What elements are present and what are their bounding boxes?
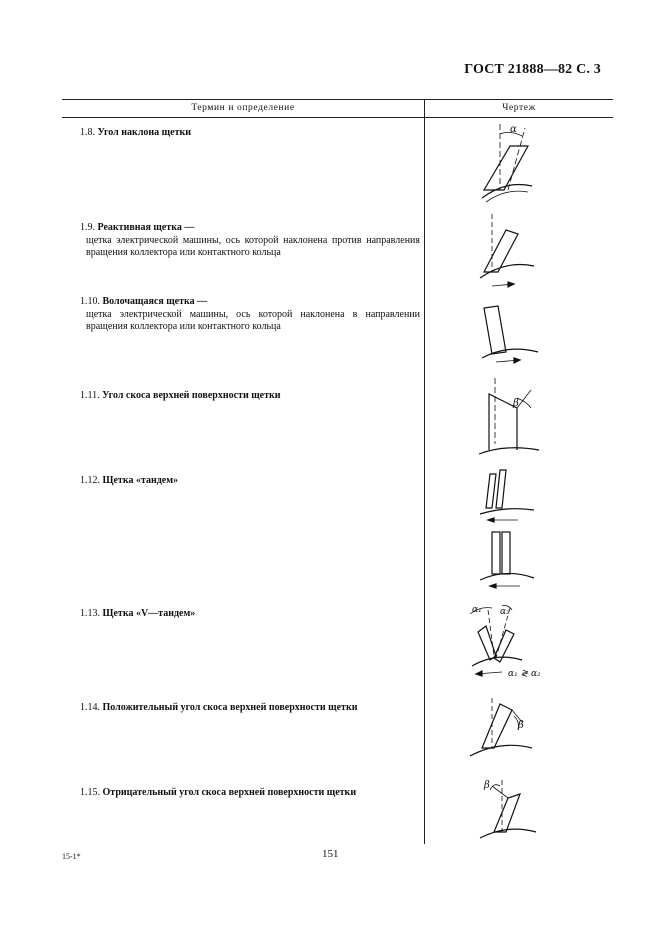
- column-header-term: Термин и определение: [191, 103, 295, 113]
- entry-definition: щетка электрической машины, ось которой наклонена в направлении вращения коллектора или контактного кольца: [86, 308, 420, 332]
- entry-term: Щетка «тандем»: [102, 475, 179, 486]
- entry-term: Отрицательный угол скоса верхней поверхности щетки: [102, 787, 357, 798]
- table-header-rule: [62, 117, 613, 118]
- alpha-label: α: [510, 124, 517, 135]
- entry-term: Угол скоса верхней поверхности щетки: [102, 390, 281, 401]
- entry-term: Щетка «V—тандем»: [102, 608, 196, 619]
- entry-term: Положительный угол скоса верхней поверхности щетки: [102, 702, 358, 713]
- entry-definition: щетка электрической машины, ось которой наклонена против направления вращения коллектора или контактного кольца: [86, 234, 420, 258]
- figure-brush-tilt-angle: [470, 120, 560, 200]
- column-header-drawing: Чертеж: [502, 103, 536, 113]
- figure-tandem-brush-radial: [478, 528, 538, 588]
- entry-number: 1.15.: [80, 787, 100, 798]
- entry-term: Угол наклона щетки: [97, 127, 192, 138]
- entry-term: Волочащаяся щетка —: [102, 296, 208, 307]
- figure-reactive-brush: [478, 212, 548, 292]
- entry-number: 1.12.: [80, 475, 100, 486]
- table-top-rule: [62, 99, 613, 100]
- entry-1-13: [80, 608, 420, 621]
- entry-number: 1.11.: [80, 390, 100, 401]
- page-number: 151: [322, 848, 339, 860]
- beta-label: β: [484, 780, 490, 791]
- figure-positive-bevel: [466, 692, 546, 767]
- entry-1-12: [80, 475, 420, 488]
- document-reference: ГОСТ 21888—82 С. 3: [464, 62, 601, 77]
- entry-term: Реактивная щетка —: [97, 222, 195, 233]
- entry-1-10: [80, 296, 420, 334]
- beta-label: β: [513, 398, 519, 409]
- entry-number: 1.13.: [80, 608, 100, 619]
- entry-1-9: [80, 222, 420, 260]
- footer-code: 15-1*: [62, 852, 81, 861]
- column-divider: [424, 99, 425, 844]
- alpha-relation-label: α₁ ≷ α₂: [508, 669, 541, 679]
- figure-negative-bevel: [466, 776, 546, 846]
- entry-number: 1.14.: [80, 702, 100, 713]
- entry-1-15: [80, 787, 420, 800]
- figure-trailing-brush: [478, 296, 548, 366]
- entry-number: 1.9.: [80, 222, 95, 233]
- entry-1-14: [80, 702, 420, 715]
- alpha1-label: α₁: [472, 605, 482, 615]
- entry-1-11: [80, 390, 420, 403]
- alpha2-label: α₂: [500, 607, 510, 617]
- figure-tandem-brush-inclined: [478, 466, 538, 526]
- entry-number: 1.10.: [80, 296, 100, 307]
- entry-number: 1.8.: [80, 127, 95, 138]
- beta-label: β: [518, 720, 524, 731]
- entry-1-8: [80, 127, 420, 140]
- figure-v-tandem-brush: [462, 600, 572, 680]
- figure-top-bevel-angle: [475, 378, 555, 458]
